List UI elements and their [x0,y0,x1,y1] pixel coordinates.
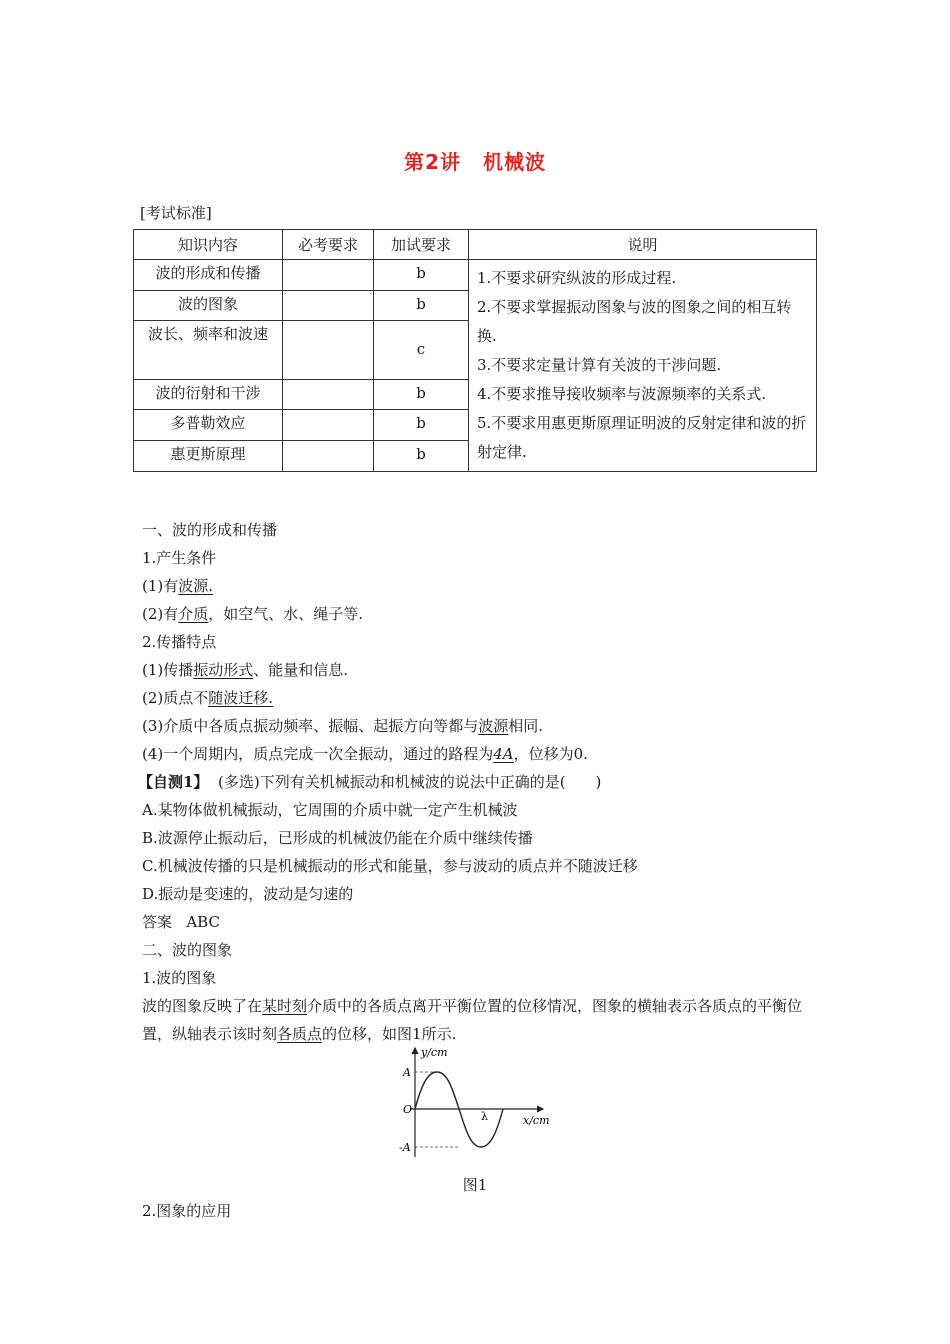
quiz-option-d: D.振动是变速的，波动是匀速的 [142,885,354,903]
feature-1: (1)传播振动形式、能量和信息. [142,661,349,679]
row-extra: b [374,410,469,440]
quiz-option-a: A.某物体做机械振动，它周围的介质中就一定产生机械波 [142,801,518,819]
row-required [283,260,374,291]
section2-sub2: 2.图象的应用 [142,1202,232,1220]
origin-label: O [403,1103,413,1116]
row-name: 波的图象 [134,291,283,320]
section2-heading: 二、波的图象 [142,941,233,959]
body-content [138,516,812,1048]
feature-4: (4)一个周期内，质点完成一次全振动，通过的路程为4A，位移为0. [142,745,588,763]
row-name: 波长、频率和波速 [134,320,283,379]
row-extra: b [374,379,469,409]
row-extra: b [374,440,469,471]
exam-standard-label: [考试标准] [140,204,212,222]
row-required [283,320,374,379]
wavelength-label: λ [481,1110,488,1123]
row-name: 波的形成和传播 [134,260,283,291]
quiz-option-c: C.机械波传播的只是机械振动的形式和能量，参与波动的质点并不随波迁移 [142,857,638,875]
quiz-answer: 答案 ABC [142,913,220,931]
note-3: 3.不要求定量计算有关波的干涉问题. [477,356,722,374]
note-2: 2.不要求掌握振动图象与波的图象之间的相互转换. [477,298,792,345]
feature-2: (2)质点不随波迁移. [142,689,274,707]
row-required [283,379,374,409]
feature-3: (3)介质中各质点振动频率、振幅、起振方向等都与波源相同. [142,717,544,735]
row-extra: c [374,320,469,379]
condition-2: (2)有介质，如空气、水、绳子等. [142,605,364,623]
figure-caption: 图1 [462,1176,488,1194]
notes-cell [469,260,817,472]
table-header-row [134,230,817,260]
row-required [283,291,374,320]
row-name: 惠更斯原理 [134,440,283,471]
section1-sub2: 2.传播特点 [142,633,217,651]
row-name: 波的衍射和干涉 [134,379,283,409]
neg-amplitude-label: -A [399,1141,411,1154]
section1-heading: 一、波的形成和传播 [142,521,278,539]
header-required: 必考要求 [283,230,374,260]
row-required [283,410,374,440]
header-extra: 加试要求 [374,230,469,260]
y-axis-label: y/cm [421,1046,448,1059]
condition-1: (1)有波源. [142,577,214,595]
quiz-question: 【自测1】 (多选)下列有关机械振动和机械波的说法中正确的是( ) [138,773,602,791]
row-extra: b [374,260,469,291]
note-5: 5.不要求用惠更斯原理证明波的反射定律和波的折射定律. [477,414,807,461]
wave-figure [395,1042,565,1162]
section2-sub1: 1.波的图象 [142,969,217,987]
quiz-option-b: B.波源停止振动后，已形成的机械波仍能在介质中继续传播 [142,829,533,847]
header-knowledge: 知识内容 [134,230,283,260]
section2-paragraph: 波的图象反映了在某时刻介质中的各质点离开平衡位置的位移情况，图象的横轴表示各质点的平衡位置，纵轴表示该时刻各质点的位移，如图1所示. [142,997,803,1043]
note-4: 4.不要求推导接收频率与波源频率的关系式. [477,385,767,403]
row-extra: b [374,291,469,320]
row-name: 多普勒效应 [134,410,283,440]
amplitude-label: A [403,1066,411,1079]
page-title: 第2讲 机械波 [404,150,546,174]
exam-standard-table [133,229,817,472]
section1-sub1: 1.产生条件 [142,549,217,567]
row-required [283,440,374,471]
table-row [134,260,817,291]
note-1: 1.不要求研究纵波的形成过程. [477,269,677,287]
header-notes: 说明 [469,230,817,260]
x-axis-label: x/cm [523,1114,550,1127]
